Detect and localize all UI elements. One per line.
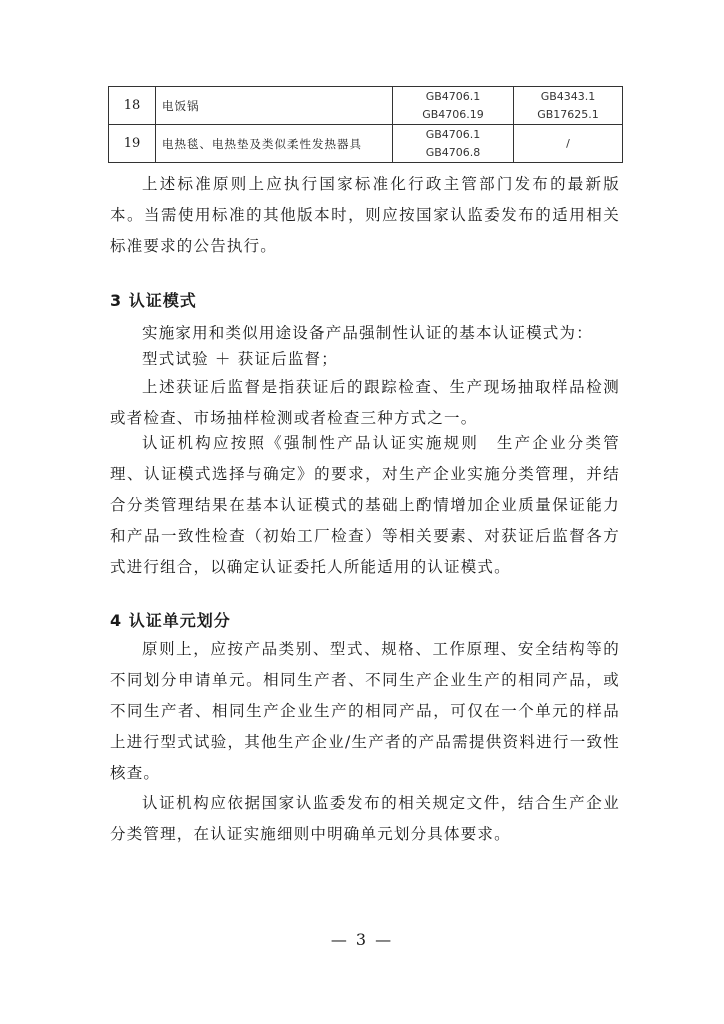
standard-code: GB4706.8	[425, 145, 481, 159]
emc-standards	[514, 87, 623, 125]
section-4-paragraph-2: 认证机构应依据国家认监委发布的相关规定文件，结合生产企业分类管理，在认证实施细则中明确单元划分具体要求。	[110, 794, 620, 843]
row-number: 19	[109, 125, 156, 163]
section-3-paragraph-1: 实施家用和类似用途设备产品强制性认证的基本认证模式为：	[142, 324, 593, 342]
standard-code: GB4706.1	[425, 89, 481, 103]
standards-table	[108, 86, 623, 163]
section-3-heading: 3 认证模式	[110, 291, 197, 310]
section-3-paragraph-2: 型式试验 ＋ 获证后监督；	[142, 350, 338, 368]
page-number: — 3 —	[330, 930, 394, 949]
product-name: 电热毯、电热垫及类似柔性发热器具	[156, 125, 393, 163]
standard-code: GB4706.1	[425, 127, 481, 141]
safety-standards	[393, 125, 514, 163]
standard-code: GB4343.1	[540, 89, 596, 103]
standards-note-paragraph: 上述标准原则上应执行国家标准化行政主管部门发布的最新版本。当需使用标准的其他版本时，则应按国家认监委发布的适用相关标准要求的公告执行。	[110, 175, 620, 255]
section-3-paragraph-3: 上述获证后监督是指获证后的跟踪检查、生产现场抽取样品检测或者检查、市场抽样检测或者检查三种方式之一。	[110, 378, 620, 427]
section-3-paragraph-4: 认证机构应按照《强制性产品认证实施规则 生产企业分类管理、认证模式选择与确定》的要求，对生产企业实施分类管理，并结合分类管理结果在基本认证模式的基础上酌情增加企业质量保证能力和产品一致性检查（初始工厂检查）等相关要素、对获证后监督各方式进行组合，以确定认证委托人所能适用的认证模式。	[110, 434, 620, 576]
standard-code: GB4706.19	[422, 107, 484, 121]
section-4-paragraph-1: 原则上，应按产品类别、型式、规格、工作原理、安全结构等的不同划分申请单元。相同生产者、不同生产企业生产的相同产品，或不同生产者、相同生产企业生产的相同产品，可仅在一个单元的样品上进行型式试验，其他生产企业/生产者的产品需提供资料进行一致性核查。	[110, 640, 620, 782]
table-row	[109, 125, 623, 163]
table-row	[109, 87, 623, 125]
section-4-heading: 4 认证单元划分	[110, 611, 231, 630]
row-number: 18	[109, 87, 156, 125]
standard-code: GB17625.1	[537, 107, 599, 121]
safety-standards	[393, 87, 514, 125]
standard-code: /	[566, 136, 570, 150]
product-name: 电饭锅	[156, 87, 393, 125]
emc-standards	[514, 125, 623, 163]
